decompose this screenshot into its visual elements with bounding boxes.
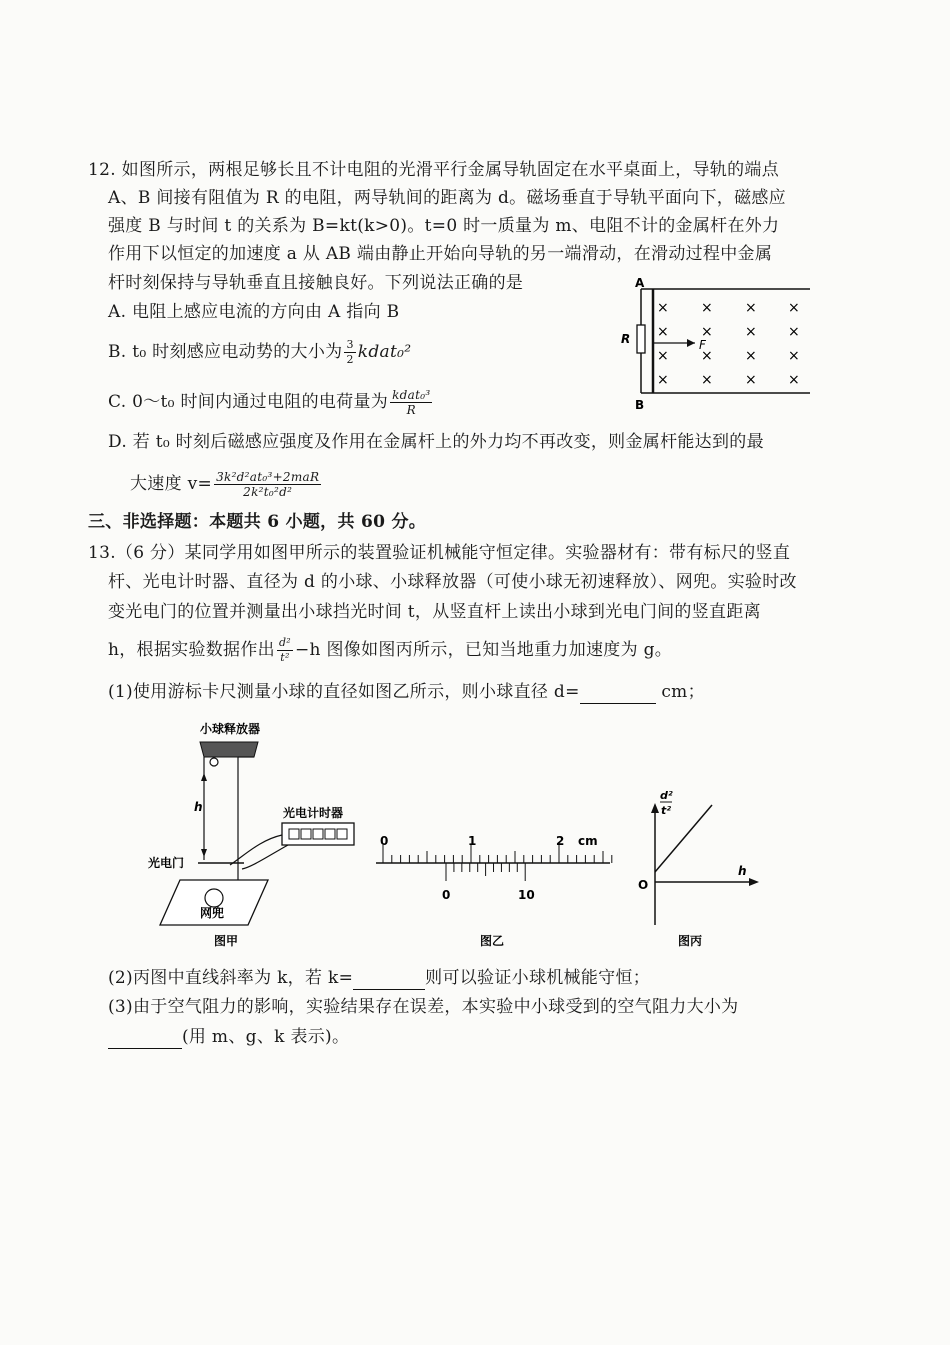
line4-den: t² [280,651,290,664]
q12-option-d-line2 [130,470,323,499]
sub1-prefix: (1)使用游标卡尺测量小球的直径如图乙所示，则小球直径 d= [108,682,580,702]
cross: × [657,324,669,340]
origin-label: O [638,878,649,892]
y-label-den: t² [661,804,672,817]
option-b-num: 3 [346,338,354,351]
releaser-plate [200,742,258,757]
cross: × [701,324,713,340]
fig-jia [140,715,370,950]
q13-sub2 [108,966,650,990]
main-label-1: 1 [468,834,477,848]
label-net: 网兜 [200,906,225,920]
option-c-den: R [406,403,416,417]
ball-top [210,758,218,766]
main-label-2: 2 [556,834,565,848]
cross: × [788,348,800,364]
q12-stem-line4: 作用下以恒定的加速度 a 从 AB 端由静止开始向导轨的另一端滑动，在滑动过程中金属 [108,244,773,264]
ball-net [205,889,223,907]
option-b-fraction [344,338,355,367]
q13-line1: 13.（6 分）某同学用如图甲所示的装置验证机械能守恒定律。实验器材有：带有标尺的竖直 [88,543,791,563]
field-crosses [657,300,800,388]
line4-suffix: −h 图像如图丙所示，已知当地重力加速度为 g。 [295,640,673,660]
q12-option-d-line1: D. 若 t₀ 时刻后磁感应强度及作用在金属杆上的外力均不再改变，则金属杆能达到的最 [108,432,764,452]
cross: × [701,372,713,388]
option-b-den: 2 [346,353,354,366]
cross: × [657,348,669,364]
option-d-num: 3k²d²at₀³+2maR [216,470,320,484]
label-releaser: 小球释放器 [200,722,261,736]
option-d-den: 2k²t₀²d² [243,485,293,499]
q12-option-b [108,338,411,367]
label-timer: 光电计时器 [283,806,344,820]
option-c-num: kdat₀³ [392,388,431,402]
sub2-prefix: (2)丙图中直线斜率为 k，若 k= [108,968,354,988]
vernier-label-10: 10 [518,888,535,902]
caption-jia: 图甲 [214,934,239,948]
q12-rail-figure [615,275,820,415]
q12-option-c [108,388,434,417]
option-d-prefix: 大速度 v= [130,474,213,494]
sub1-suffix: cm； [661,682,705,702]
option-c-fraction [390,388,432,417]
q13-sub3-line2 [108,1025,349,1049]
x-label: h [738,864,747,878]
caption-yi: 图乙 [480,934,505,948]
label-f: F [699,338,706,352]
q12-stem-line3: 强度 B 与时间 t 的关系为 B=kt(k>0)。t=0 时一质量为 m、电阻不计的金属杆在外力 [108,216,780,236]
label-gate: 光电门 [148,856,185,870]
resistor [637,325,645,353]
cross: × [788,372,800,388]
label-r: R [621,332,631,346]
unit-label: cm [578,834,598,848]
sub3-suffix: (用 m、g、k 表示)。 [182,1027,350,1047]
q12-stem-line1: 12. 如图所示，两根足够长且不计电阻的光滑平行金属导轨固定在水平桌面上，导轨的端点 [88,160,780,180]
q13-line2: 杆、光电计时器、直径为 d 的小球、小球释放器（可使小球无初速释放）、网兜。实验时改 [108,572,797,592]
cross: × [701,348,713,364]
option-b-suffix: kdat₀² [357,342,412,362]
cross: × [657,300,669,316]
sub3-blank[interactable] [108,1030,182,1049]
main-label-0: 0 [380,834,389,848]
option-d-fraction [214,470,321,499]
option-b-prefix: B. t₀ 时刻感应电动势的大小为 [108,342,343,362]
cross: × [745,348,757,364]
q13-sub1 [108,680,705,704]
line4-prefix: h，根据实验数据作出 [108,640,275,660]
caption-bing: 图丙 [678,934,703,948]
cross: × [745,300,757,316]
line4-fraction [277,636,293,665]
sub2-suffix: 则可以验证小球机械能守恒； [425,968,651,988]
cross: × [745,372,757,388]
vernier-label-0: 0 [442,888,451,902]
section3-heading: 三、非选择题：本题共 6 小题，共 60 分。 [88,512,427,532]
sub2-blank[interactable] [353,971,425,990]
q13-line4 [108,636,672,665]
sub1-blank[interactable] [580,685,656,704]
cross: × [745,324,757,340]
fig-bing [630,785,770,950]
q12-option-a: A. 电阻上感应电流的方向由 A 指向 B [108,302,400,322]
q13-line3: 变光电门的位置并测量出小球挡光时间 t，从竖直杆上读出小球到光电门间的竖直距离 [108,602,761,622]
q12-stem-line5: 杆时刻保持与导轨垂直且接触良好。下列说法正确的是 [108,273,524,293]
cross: × [788,324,800,340]
label-h: h [194,800,203,814]
label-b: B [635,398,645,412]
cross: × [701,300,713,316]
q13-sub3-line1: (3)由于空气阻力的影响，实验结果存在误差，本实验中小球受到的空气阻力大小为 [108,997,739,1017]
cross: × [788,300,800,316]
cross: × [657,372,669,388]
timer-box [282,823,354,845]
line4-num: d² [278,636,292,649]
fig-yi [370,825,620,950]
q12-stem-line2: A、B 间接有阻值为 R 的电阻，两导轨间的距离为 d。磁场垂直于导轨平面向下，磁感应 [108,188,786,208]
label-a: A [635,276,645,290]
y-label-num: d² [660,789,673,802]
option-c-prefix: C. 0～t₀ 时间内通过电阻的电荷量为 [108,392,389,412]
vernier-scale [446,863,525,881]
